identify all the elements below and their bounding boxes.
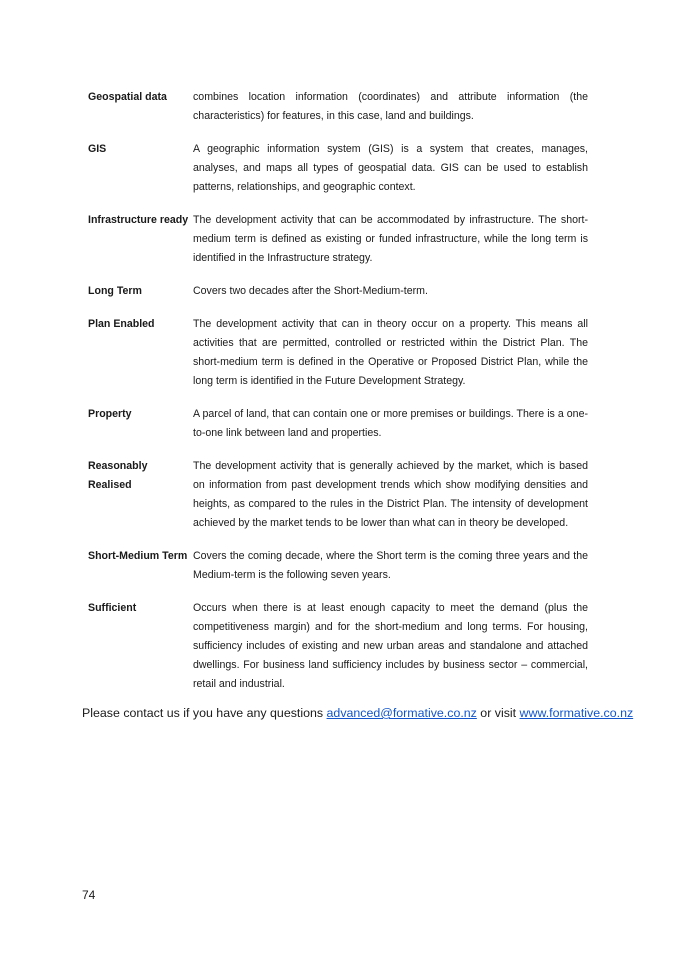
glossary-entry [88, 282, 588, 301]
glossary-term: Plan Enabled [88, 318, 155, 330]
glossary-list [88, 88, 588, 708]
glossary-entry [88, 88, 588, 126]
glossary-definition: Covers the coming decade, where the Short term is the coming three years and the Medium-term is the following seven years. [193, 550, 588, 581]
glossary-definition: The development activity that can be accommodated by infrastructure. The short-medium term is defined as existing or funded infrastructure, while the long term is identified in the Infrastructure strategy. [193, 214, 588, 264]
glossary-term: Reasonably Realised [88, 460, 148, 491]
glossary-entry [88, 457, 588, 533]
glossary-entry [88, 599, 588, 694]
glossary-term: Geospatial data [88, 91, 167, 103]
glossary-definition: Occurs when there is at least enough capacity to meet the demand (plus the competitiveness margin) and for the short-medium and long terms. For housing, sufficiency includes of existing and new urban areas and standalone and attached dwellings. For business land sufficiency includes by business sector – commercial, retail and industrial. [193, 602, 588, 690]
glossary-definition: Covers two decades after the Short-Medium-term. [193, 285, 428, 297]
contact-line [82, 704, 642, 722]
glossary-entry [88, 405, 588, 443]
contact-prefix: Please contact us if you have any questions [82, 706, 327, 720]
glossary-definition: combines location information (coordinates) and attribute information (the characteristics) for features, in this case, land and buildings. [193, 91, 588, 122]
glossary-term: Long Term [88, 285, 142, 297]
glossary-entry [88, 315, 588, 391]
glossary-term: GIS [88, 143, 107, 155]
glossary-entry [88, 140, 588, 197]
glossary-term: Infrastructure ready [88, 214, 189, 226]
glossary-term: Property [88, 408, 132, 420]
glossary-term: Short-Medium Term [88, 550, 188, 562]
glossary-definition: A parcel of land, that can contain one or more premises or buildings. There is a one-to-one link between land and properties. [193, 408, 588, 439]
website-link[interactable]: www.formative.co.nz [519, 706, 634, 720]
email-link[interactable]: advanced@formative.co.nz [326, 706, 477, 720]
glossary-definition: A geographic information system (GIS) is a system that creates, manages, analyses, and maps all types of geospatial data. GIS can be used to establish patterns, relationships, and geographic context. [193, 143, 588, 193]
contact-middle: or visit [476, 706, 520, 720]
glossary-definition: The development activity that is generally achieved by the market, which is based on information from past development trends which show modifying densities and heights, as compared to the rules in the District Plan. The intensity of development achieved by the market tends to be lower than what can in theory be developed. [193, 460, 588, 529]
glossary-definition: The development activity that can in theory occur on a property. This means all activities that are permitted, controlled or restricted within the District Plan. The short-medium term is defined in the Operative or Proposed District Plan, while the long term is identified in the Future Development Strategy. [193, 318, 588, 387]
glossary-term: Sufficient [88, 602, 137, 614]
glossary-entry [88, 547, 588, 585]
page-number: 74 [82, 888, 96, 902]
glossary-entry [88, 211, 588, 268]
